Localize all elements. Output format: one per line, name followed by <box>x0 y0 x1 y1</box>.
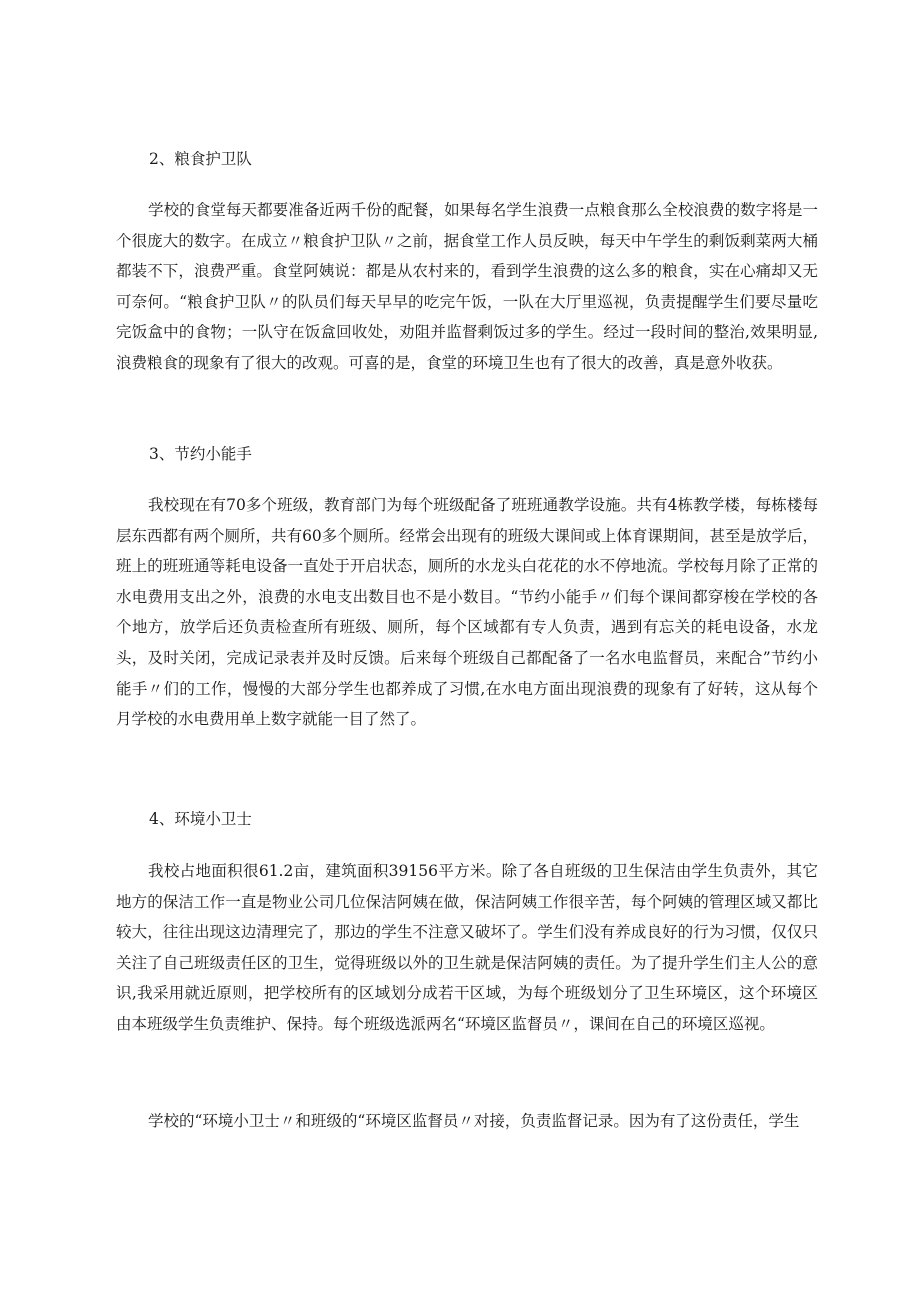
section-heading-environment-guard: 4、环境小卫士 <box>149 810 252 828</box>
section-paragraph-grain-guard: 学校的食堂每天都要准备近两千份的配餐，如果每名学生浪费一点粮食那么全校浪费的数字将是一个很庞大的数字。在成立〃粮食护卫队〃之前，据食堂工作人员反映，每天中午学生的剩饭剩菜两大桶都装不下，浪费严重。食堂阿姨说：都是从农村来的，看到学生浪费的这么多的粮食，实在心痛却又无可奈何。“粮食护卫队〃的队员们每天早早的吃完午饭，一队在大厅里巡视，负责提醒学生们要尽量吃完饭盒中的食物；一队守在饭盒回收处，劝阻并监督剩饭过多的学生。经过一段时间的整治,效果明显,浪费粮食的现象有了很大的改观。可喜的是，食堂的环境卫生也有了很大的改善，真是意外收获。 <box>116 201 818 372</box>
section-paragraph-environment-guard: 我校占地面积很61.2亩，建筑面积39156平方米。除了各自班级的卫生保洁由学生负责外，其它地方的保洁工作一直是物业公司几位保洁阿姨在做，保洁阿姨工作很辛苦，每个阿姨的管理区域又都比较大，往往出现这边清理完了，那边的学生不注意又破坏了。学生们没有养成良好的行为习惯，仅仅只关注了自己班级责任区的卫生，觉得班级以外的卫生就是保洁阿姨的责任。为了提升学生们主人公的意识,我采用就近原则，把学校所有的区域划分成若干区域，为每个班级划分了卫生环境区，这个环境区由本班级学生负责维护、保持。每个班级选派两名“环境区监督员〃，课间在自己的环境区巡视。 <box>116 862 818 1033</box>
section-heading-grain-guard: 2、粮食护卫队 <box>149 150 252 168</box>
section-paragraph-saving-helper: 我校现在有70多个班级，教育部门为每个班级配备了班班通教学设施。共有4栋教学楼，每栋楼每层东西都有两个厕所，共有60多个厕所。经常会出现有的班级大课间或上体育课期间，甚至是放学后，班上的班班通等耗电设备一直处于开启状态，厕所的水龙头白花花的水不停地流。学校每月除了正常的水电费用支出之外，浪费的水电支出数目也不是小数目。“节约小能手〃们每个课间都穿梭在学校的各个地方，放学后还负责检查所有班级、厕所，每个区域都有专人负责，遇到有忘关的耗电设备，水龙头，及时关闭，完成记录表并及时反馈。后来每个班级自己都配备了一名水电监督员，来配合”节约小能手〃们的工作，慢慢的大部分学生也都养成了习惯,在水电方面出现浪费的现象有了好转，这从每个月学校的水电费用单上数字就能一目了然了。 <box>116 496 818 729</box>
section-heading-saving-helper: 3、节约小能手 <box>149 445 252 463</box>
section-paragraph-environment-guard-continued: 学校的“环境小卫士〃和班级的“环境区监督员〃对接，负责监督记录。因为有了这份责任，学生 <box>148 1112 800 1130</box>
